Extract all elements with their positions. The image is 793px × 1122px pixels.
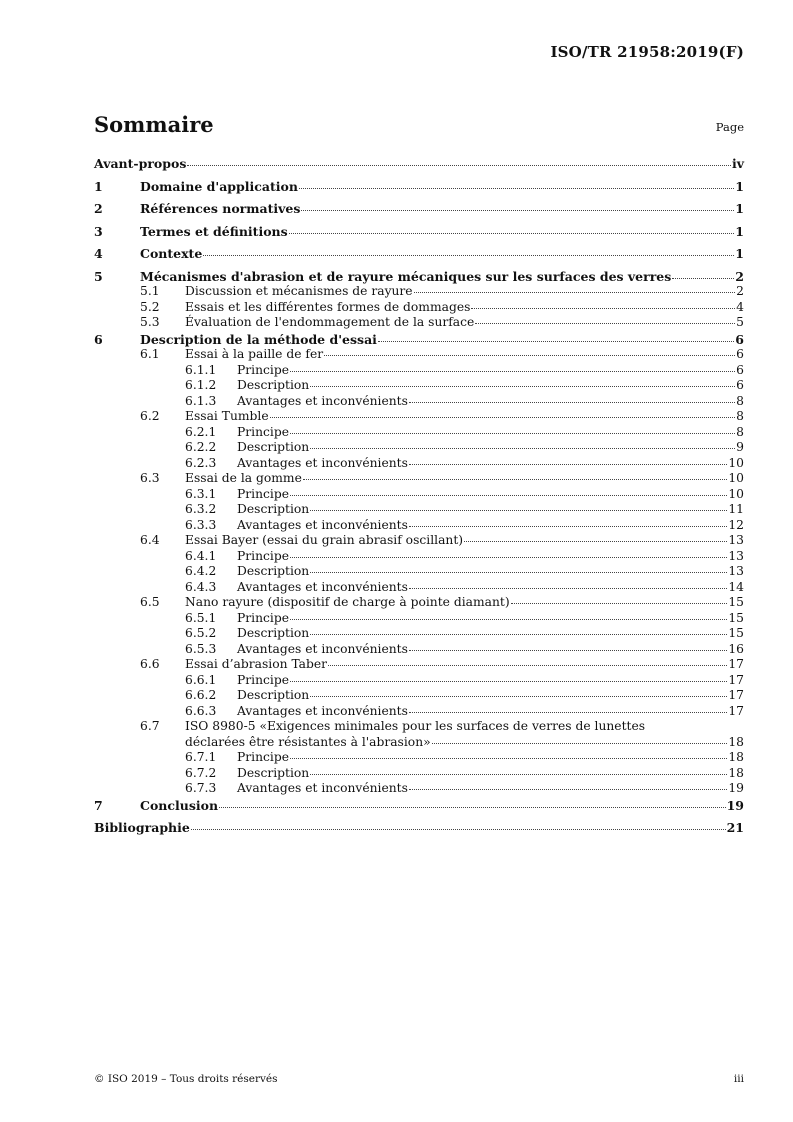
toc-entry-number: 6.4.1 <box>185 548 217 563</box>
toc-entry-label: Essai d’abrasion Taber <box>185 657 328 671</box>
toc-entry[interactable] <box>94 378 744 394</box>
toc-entry-label: Avantages et inconvénients <box>237 579 408 594</box>
toc-dot-leader <box>290 681 727 682</box>
toc-entry-page: 10 <box>728 455 744 470</box>
toc-entry[interactable] <box>94 300 744 316</box>
toc-entry[interactable] <box>94 549 744 565</box>
toc-entry-page: 10 <box>728 471 744 485</box>
toc-entry-number: 6.1.2 <box>185 378 217 392</box>
toc-entry-label: Principe <box>237 424 289 439</box>
toc-dot-leader <box>409 588 727 589</box>
title-row <box>94 112 744 137</box>
toc-entry-label: Principe <box>237 548 289 563</box>
toc-entry[interactable] <box>94 487 744 503</box>
toc-entry[interactable] <box>94 626 744 642</box>
toc-entry[interactable] <box>94 332 744 348</box>
toc-entry-label: Essai Bayer (essai du grain abrasif oscillant) <box>185 533 464 547</box>
toc-dot-leader <box>409 464 727 465</box>
toc-dot-leader <box>310 448 735 449</box>
toc-entry[interactable] <box>94 611 744 627</box>
toc-entry-page: 8 <box>736 424 744 439</box>
document-id: ISO/TR 21958:2019(F) <box>550 43 744 61</box>
toc-entry[interactable] <box>94 798 744 814</box>
toc-entry[interactable] <box>94 347 744 363</box>
toc-entry-label-continued: déclarées être résistantes à l'abrasion» <box>185 734 431 749</box>
toc-entry[interactable] <box>94 224 744 240</box>
toc-entry-page: 6 <box>736 362 744 377</box>
toc-dot-leader <box>290 433 735 434</box>
copyright-notice: © ISO 2019 – Tous droits réservés <box>94 1073 278 1085</box>
toc-entry-number: 6.7 <box>140 719 160 733</box>
toc-entry-number: 6.2.1 <box>185 424 217 439</box>
toc-entry-number: 6.5.3 <box>185 641 217 656</box>
toc-entry[interactable] <box>94 533 744 549</box>
toc-dot-leader <box>409 712 727 713</box>
toc-entry-page: 21 <box>726 820 744 835</box>
toc-dot-leader <box>191 829 726 830</box>
footer <box>94 1073 744 1085</box>
toc-dot-leader <box>187 165 731 166</box>
toc-entry-number: 6.3.3 <box>185 517 217 532</box>
toc-entry-page: 5 <box>736 315 744 329</box>
toc-entry-label: Description <box>237 378 310 392</box>
toc-entry-page: 17 <box>728 703 744 718</box>
toc-entry-label: ISO 8980-5 «Exigences minimales pour les surfaces de verres de lunettes <box>185 719 646 733</box>
toc-entry-page: 9 <box>736 440 744 454</box>
toc-dot-leader <box>310 696 727 697</box>
toc-dot-leader <box>409 789 727 790</box>
toc-entry-page: 1 <box>735 178 744 194</box>
toc-entry-label: Avant-propos <box>94 156 187 171</box>
toc-entry[interactable] <box>94 425 744 441</box>
toc-entry-label: Principe <box>237 486 289 501</box>
toc-entry-number: 6.5.2 <box>185 626 217 640</box>
toc-entry[interactable] <box>94 456 744 472</box>
toc-entry-number: 5.2 <box>140 299 160 314</box>
toc-dot-leader <box>203 255 734 256</box>
toc-entry-label: Avantages et inconvénients <box>237 781 408 795</box>
toc-entry-page: 4 <box>736 299 744 314</box>
toc-entry-label: Description <box>237 502 310 516</box>
toc-entry-number: 6.6.2 <box>185 688 217 702</box>
toc-entry-page: 18 <box>728 734 744 749</box>
toc-entry[interactable] <box>94 595 744 611</box>
page-title: Sommaire <box>94 112 214 137</box>
toc-entry-number: 6.6 <box>140 657 160 671</box>
toc-entry-label: Conclusion <box>140 797 219 813</box>
toc-dot-leader <box>310 510 727 511</box>
toc-entry-page: 10 <box>728 486 744 501</box>
toc-entry[interactable] <box>94 820 744 836</box>
toc-entry-page: 1 <box>735 246 744 261</box>
toc-entry-label: Nano rayure (dispositif de charge à pointe diamant) <box>185 595 510 609</box>
toc-entry[interactable] <box>94 269 744 285</box>
toc-entry[interactable] <box>94 201 744 217</box>
toc-entry-label: Description <box>237 564 310 578</box>
toc-entry-number: 5 <box>94 268 103 284</box>
toc-entry[interactable] <box>94 246 744 262</box>
toc-entry-page: 15 <box>728 626 744 640</box>
toc-entry-page: 15 <box>728 610 744 625</box>
toc-entry-page: iv <box>731 156 744 171</box>
toc-entry-label: Principe <box>237 362 289 377</box>
toc-entry-label: Essai Tumble <box>185 409 269 423</box>
toc-entry-label: Contexte <box>140 246 203 261</box>
toc-entry[interactable] <box>94 179 744 195</box>
toc-entry-label: Termes et définitions <box>140 223 288 239</box>
toc-entry-number: 3 <box>94 223 103 239</box>
toc-entry-label: Essai à la paille de fer <box>185 347 324 361</box>
toc-dot-leader <box>672 278 734 279</box>
toc-entry-number: 5.3 <box>140 315 160 329</box>
toc-entry-label: Références normatives <box>140 201 301 216</box>
toc-dot-leader <box>310 634 727 635</box>
toc-entry-page: 2 <box>736 284 744 298</box>
toc-entry-label: Avantages et inconvénients <box>237 517 408 532</box>
toc-entry-number: 1 <box>94 178 103 194</box>
toc-entry-number: 4 <box>94 246 103 261</box>
toc-entry-number: 6.4 <box>140 533 160 547</box>
toc-entry-page: 13 <box>728 548 744 563</box>
toc-entry[interactable] <box>94 156 744 172</box>
toc-dot-leader <box>378 341 734 342</box>
toc-entry-page: 14 <box>728 579 744 594</box>
toc-entry[interactable] <box>94 673 744 689</box>
toc-dot-leader <box>414 292 736 293</box>
toc-entry-label: Description <box>237 440 310 454</box>
toc-dot-leader <box>290 619 727 620</box>
toc-entry-label: Description <box>237 765 310 780</box>
toc-dot-leader <box>290 758 727 759</box>
toc-entry-number: 6.2.2 <box>185 440 217 454</box>
toc-entry-number: 6.5 <box>140 595 160 609</box>
toc-dot-leader <box>303 479 727 480</box>
toc-entry-label: Principe <box>237 750 289 764</box>
toc-entry-number: 6.7.3 <box>185 781 217 795</box>
toc-dot-leader <box>270 417 736 418</box>
toc-entry[interactable] <box>94 409 744 425</box>
toc-dot-leader <box>409 402 735 403</box>
toc-entry-label: Mécanismes d'abrasion et de rayure mécaniques sur les surfaces des verres <box>140 268 672 284</box>
toc-dot-leader <box>409 650 727 651</box>
toc-entry[interactable] <box>94 766 744 782</box>
toc-entry-label: Principe <box>237 672 289 687</box>
toc-dot-leader <box>324 355 735 356</box>
toc-entry[interactable] <box>94 657 744 673</box>
toc-entry-label: Avantages et inconvénients <box>237 703 408 718</box>
toc-entry-number: 6 <box>94 331 103 347</box>
toc-entry-number: 6.1 <box>140 347 160 361</box>
toc-entry-page: 8 <box>736 393 744 408</box>
toc-entry-label: Bibliographie <box>94 820 190 835</box>
toc-entry-number: 6.3.2 <box>185 502 217 516</box>
toc-dot-leader <box>471 308 735 309</box>
toc-entry-label: Évaluation de l'endommagement de la surface <box>185 315 475 329</box>
toc-entry-page: 17 <box>728 657 744 671</box>
toc-entry-page: 17 <box>728 688 744 702</box>
toc-entry-label: Description de la méthode d'essai <box>140 331 377 347</box>
toc-dot-leader <box>310 774 727 775</box>
toc-dot-leader <box>432 743 728 744</box>
toc-entry-label: Description <box>237 626 310 640</box>
toc-entry-number: 6.1.1 <box>185 362 217 377</box>
toc-dot-leader <box>290 495 727 496</box>
toc-entry[interactable] <box>94 580 744 596</box>
toc-entry-page: 18 <box>728 750 744 764</box>
toc-entry-page: 19 <box>728 781 744 795</box>
toc-dot-leader <box>290 371 735 372</box>
toc-entry-number: 6.1.3 <box>185 393 217 408</box>
toc-entry-label: Avantages et inconvénients <box>237 393 408 408</box>
toc-entry[interactable] <box>94 394 744 410</box>
toc-entry-page: 15 <box>728 595 744 609</box>
toc-entry-page: 6 <box>736 378 744 392</box>
toc-entry-number: 6.3 <box>140 471 160 485</box>
toc-entry[interactable] <box>94 704 744 720</box>
toc-entry[interactable] <box>94 284 744 300</box>
toc-entry-page: 19 <box>726 797 744 813</box>
toc-entry-number: 7 <box>94 797 103 813</box>
toc-dot-leader <box>475 323 735 324</box>
toc-entry-label: Discussion et mécanismes de rayure <box>185 284 413 298</box>
table-of-contents <box>94 156 744 843</box>
toc-entry-number: 6.7.2 <box>185 765 217 780</box>
toc-entry[interactable] <box>94 363 744 379</box>
toc-entry-page: 11 <box>728 502 744 516</box>
toc-entry[interactable] <box>94 750 744 766</box>
toc-dot-leader <box>299 188 734 189</box>
toc-entry-page: 2 <box>735 268 744 284</box>
toc-entry-page: 8 <box>736 409 744 423</box>
toc-entry-page: 6 <box>736 347 744 361</box>
toc-entry[interactable] <box>94 440 744 456</box>
toc-entry-label: Domaine d'application <box>140 178 298 194</box>
toc-entry-number: 6.4.3 <box>185 579 217 594</box>
toc-dot-leader <box>464 541 727 542</box>
toc-entry-page: 13 <box>728 564 744 578</box>
toc-entry-number: 6.2.3 <box>185 455 217 470</box>
toc-entry[interactable] <box>94 518 744 534</box>
toc-entry-page: 16 <box>728 641 744 656</box>
toc-entry-number: 6.3.1 <box>185 486 217 501</box>
toc-entry-label: Avantages et inconvénients <box>237 455 408 470</box>
toc-entry-page: 6 <box>735 331 744 347</box>
toc-entry-page: 13 <box>728 533 744 547</box>
toc-entry-number: 6.2 <box>140 409 160 423</box>
toc-dot-leader <box>409 526 727 527</box>
toc-entry-label: Principe <box>237 610 289 625</box>
toc-entry[interactable] <box>94 471 744 487</box>
page-column-label: Page <box>715 120 744 134</box>
toc-dot-leader <box>310 386 735 387</box>
toc-entry-number: 6.7.1 <box>185 750 217 764</box>
toc-entry-number: 6.4.2 <box>185 564 217 578</box>
toc-dot-leader <box>328 665 727 666</box>
toc-entry[interactable] <box>94 564 744 580</box>
toc-entry-page: 18 <box>728 765 744 780</box>
page-number: iii <box>733 1073 744 1085</box>
toc-entry[interactable] <box>94 781 744 797</box>
toc-entry-number: 6.6.3 <box>185 703 217 718</box>
toc-entry-page: 1 <box>735 223 744 239</box>
toc-entry-number: 5.1 <box>140 284 160 298</box>
toc-dot-leader <box>310 572 727 573</box>
toc-entry-label: Essais et les différentes formes de dommages <box>185 299 471 314</box>
toc-entry-page: 1 <box>735 201 744 216</box>
toc-entry-label: Essai de la gomme <box>185 471 302 485</box>
toc-entry-page: 17 <box>728 672 744 687</box>
toc-dot-leader <box>219 807 726 808</box>
toc-entry-label: Description <box>237 688 310 702</box>
toc-dot-leader <box>289 233 735 234</box>
toc-dot-leader <box>290 557 727 558</box>
toc-entry-page: 12 <box>728 517 744 532</box>
toc-dot-leader <box>301 210 734 211</box>
toc-entry[interactable] <box>94 502 744 518</box>
toc-entry[interactable] <box>94 719 744 750</box>
toc-entry-number: 6.5.1 <box>185 610 217 625</box>
toc-entry-number: 2 <box>94 201 103 216</box>
toc-entry[interactable] <box>94 315 744 331</box>
toc-dot-leader <box>511 603 728 604</box>
toc-entry[interactable] <box>94 642 744 658</box>
toc-entry-label: Avantages et inconvénients <box>237 641 408 656</box>
toc-entry-number: 6.6.1 <box>185 672 217 687</box>
toc-entry[interactable] <box>94 688 744 704</box>
